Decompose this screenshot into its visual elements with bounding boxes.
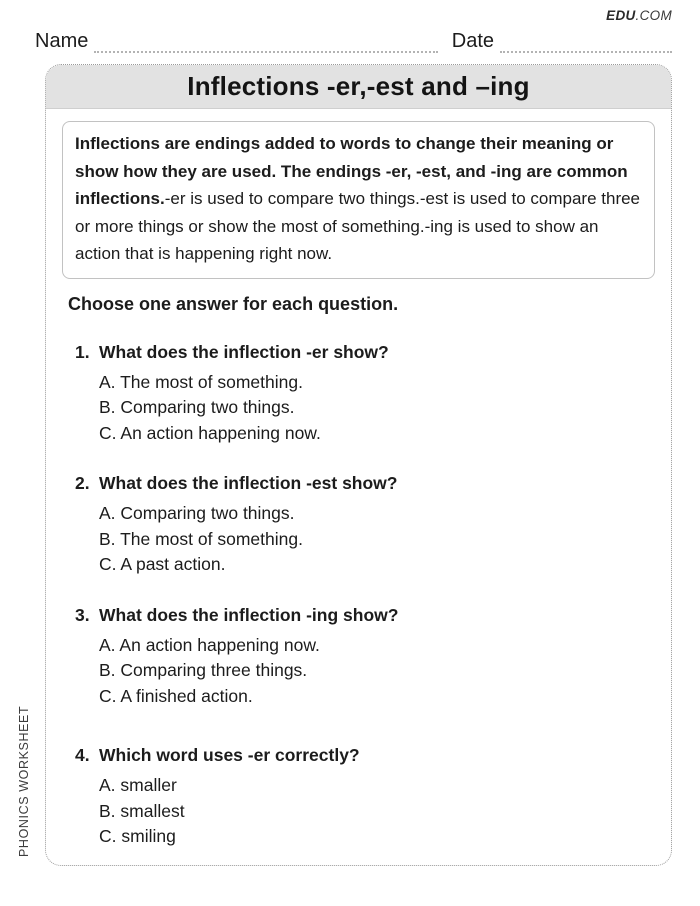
- date-write-line: [500, 31, 672, 53]
- question-4: [75, 745, 655, 850]
- question-2-heading: [75, 473, 655, 494]
- question-2-number: 2.: [75, 473, 90, 493]
- question-2-options: [99, 501, 655, 578]
- logo-bold-part: EDU: [606, 8, 636, 23]
- name-write-line: [94, 31, 437, 53]
- question-1: [75, 342, 655, 447]
- question-4-text: Which word uses -er correctly?: [99, 745, 360, 765]
- option-item: C. smiling: [99, 826, 176, 846]
- question-3-options: [99, 633, 655, 710]
- worksheet-title-bar: [46, 65, 671, 109]
- question-1-options: [99, 370, 655, 447]
- question-1-number: 1.: [75, 341, 90, 362]
- option-item: B. Comparing three things.: [99, 660, 308, 680]
- option-item: C. A finished action.: [99, 685, 253, 706]
- logo-rest-part: .COM: [635, 8, 672, 23]
- phonics-worksheet-side-label: PHONICS WORKSHEET: [17, 705, 31, 857]
- name-date-row: [35, 29, 672, 53]
- option-item: A. The most of something.: [99, 371, 303, 392]
- question-3: [75, 605, 655, 710]
- option-item: B. The most of something.: [99, 528, 303, 549]
- worksheet-title: Inflections -er,-est and –ing: [187, 71, 530, 101]
- definition-bold-text: Inflections are endings added to words to change their meaning or show how they are used. The endings -er, -est, and -ing are common inflections.: [75, 134, 628, 208]
- option-item: A. smaller: [99, 775, 177, 795]
- edu-com-logo: [606, 8, 672, 23]
- question-3-number: 3.: [75, 604, 90, 625]
- option-item: C. An action happening now.: [99, 422, 321, 443]
- definition-box: [62, 121, 655, 279]
- question-4-options: [99, 773, 655, 850]
- option-item: A. An action happening now.: [99, 634, 320, 655]
- question-4-heading: [75, 745, 655, 766]
- worksheet-content: [46, 109, 671, 850]
- definition-regular-text: -er is used to compare two things.-est is used to compare three or more things or show the most of something.-ing is used to show an action that is happening right now.: [75, 189, 641, 263]
- instruction-text: Choose one answer for each question.: [68, 293, 399, 314]
- question-2-text: What does the inflection -est show?: [99, 473, 398, 493]
- question-1-heading: [75, 342, 655, 363]
- name-label: Name: [35, 30, 89, 52]
- option-item: A. Comparing two things.: [99, 503, 295, 523]
- option-item: B. smallest: [99, 800, 185, 821]
- question-1-text: What does the inflection -er show?: [99, 341, 389, 362]
- worksheet-card: [45, 64, 672, 866]
- question-3-heading: [75, 605, 655, 626]
- question-2: [75, 473, 655, 578]
- question-4-number: 4.: [75, 745, 90, 765]
- question-list: [75, 342, 655, 850]
- option-item: C. A past action.: [99, 554, 226, 574]
- option-item: B. Comparing two things.: [99, 397, 295, 417]
- date-label: Date: [451, 30, 494, 52]
- question-3-text: What does the inflection -ing show?: [99, 604, 399, 625]
